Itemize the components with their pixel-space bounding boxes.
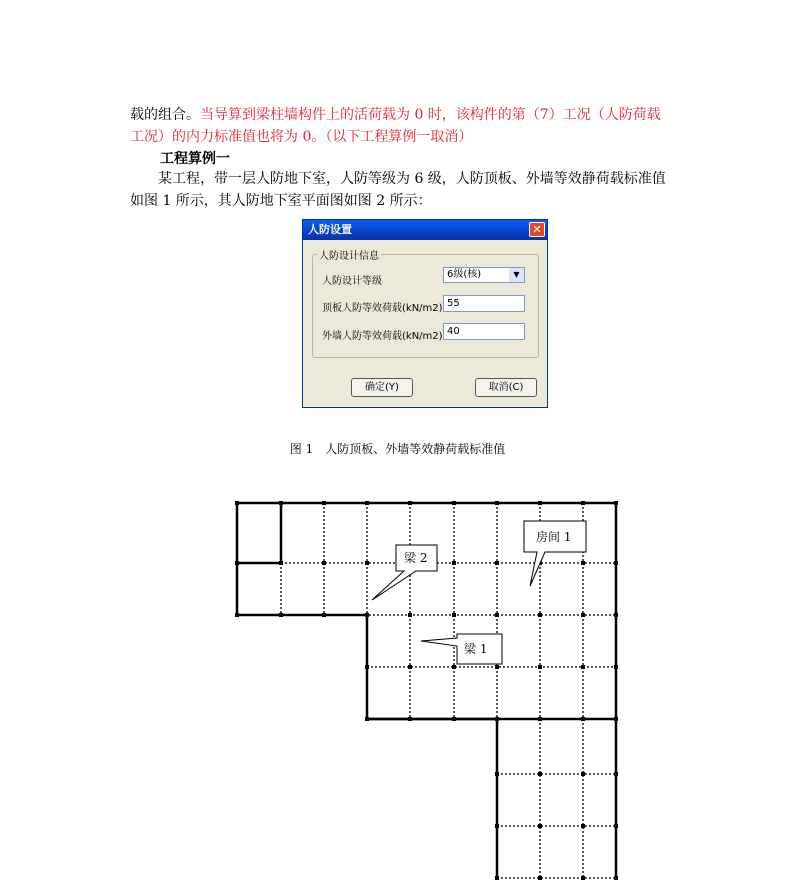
column-node (365, 717, 369, 721)
column-node (279, 501, 283, 505)
column-node (408, 613, 412, 617)
column-node (614, 501, 618, 505)
column-node (365, 561, 369, 565)
group-label: 人防设计信息 (317, 247, 381, 262)
callout-beam-1 (421, 634, 502, 664)
column-node (495, 613, 499, 617)
column-node (538, 876, 542, 880)
column-node (614, 561, 618, 565)
wall-load-input[interactable]: 40 (443, 323, 525, 340)
column-node (581, 561, 585, 565)
roof-load-input[interactable]: 55 (443, 295, 525, 312)
column-node (452, 665, 456, 669)
column-node (614, 876, 618, 880)
callout-room-1 (524, 521, 586, 586)
column-node (495, 561, 499, 565)
roof-load-label: 顶板人防等效荷载(kN/m2) (322, 303, 443, 314)
column-node (581, 665, 585, 669)
column-node (279, 613, 283, 617)
column-node (614, 717, 618, 721)
column-node (538, 772, 542, 776)
column-node (365, 613, 369, 617)
column-node (322, 561, 326, 565)
column-node (365, 501, 369, 505)
column-node (495, 824, 499, 828)
callout-beam-2 (372, 545, 437, 600)
column-node (279, 561, 283, 565)
column-node (495, 501, 499, 505)
level-value: 6级(核) (447, 269, 482, 280)
column-node (408, 665, 412, 669)
column-node (581, 613, 585, 617)
level-label: 人防设计等级 (322, 276, 382, 287)
column-node (235, 613, 239, 617)
column-node (495, 665, 499, 669)
column-node (581, 717, 585, 721)
column-node (581, 824, 585, 828)
dialog-title: 人防设置 (308, 223, 352, 236)
column-node (538, 717, 542, 721)
callout-beam-1-text: 梁 1 (464, 642, 488, 656)
column-node (322, 613, 326, 617)
column-node (614, 665, 618, 669)
column-node (581, 501, 585, 505)
column-node (235, 501, 239, 505)
column-node (452, 501, 456, 505)
column-node (322, 501, 326, 505)
column-node (614, 613, 618, 617)
column-node (614, 772, 618, 776)
callout-beam-2-text: 梁 2 (404, 551, 428, 565)
figure-caption: 图 1 人防顶板、外墙等效静荷载标准值 (289, 442, 506, 456)
column-node (495, 772, 499, 776)
column-node (452, 561, 456, 565)
ok-button[interactable]: 确定(Y) (351, 378, 413, 397)
column-node (452, 717, 456, 721)
column-node (408, 501, 412, 505)
callout-room-1-text: 房间 1 (536, 530, 572, 544)
column-node (495, 876, 499, 880)
column-node (495, 717, 499, 721)
column-node (538, 665, 542, 669)
column-node (614, 824, 618, 828)
column-node (452, 613, 456, 617)
column-node (235, 561, 239, 565)
column-node (538, 613, 542, 617)
close-icon[interactable]: ✕ (529, 222, 545, 237)
paragraph-1-normal: 载的组合。 (130, 107, 200, 123)
chevron-down-icon[interactable]: ▼ (509, 268, 524, 282)
paragraph-1-red: 当导算到梁柱墙构件上的活荷载为 0 时，该构件的第（7）工况（人防荷载工况）的内力标准值也将为 0。（以下工程算例一取消） (130, 107, 661, 145)
column-node (365, 665, 369, 669)
column-node (581, 772, 585, 776)
cancel-button[interactable]: 取消(C) (475, 378, 537, 397)
column-node (581, 876, 585, 880)
section-heading: 工程算例一 (160, 151, 230, 167)
paragraph-2: 某工程，带一层人防地下室，人防等级为 6 级，人防顶板、外墙等效静荷载标准值如图 1 所示，其人防地下室平面图如图 2 所示： (130, 171, 666, 209)
wall-load-label: 外墙人防等效荷载(kN/m2) (322, 331, 443, 342)
column-node (538, 824, 542, 828)
column-node (408, 717, 412, 721)
column-node (538, 501, 542, 505)
